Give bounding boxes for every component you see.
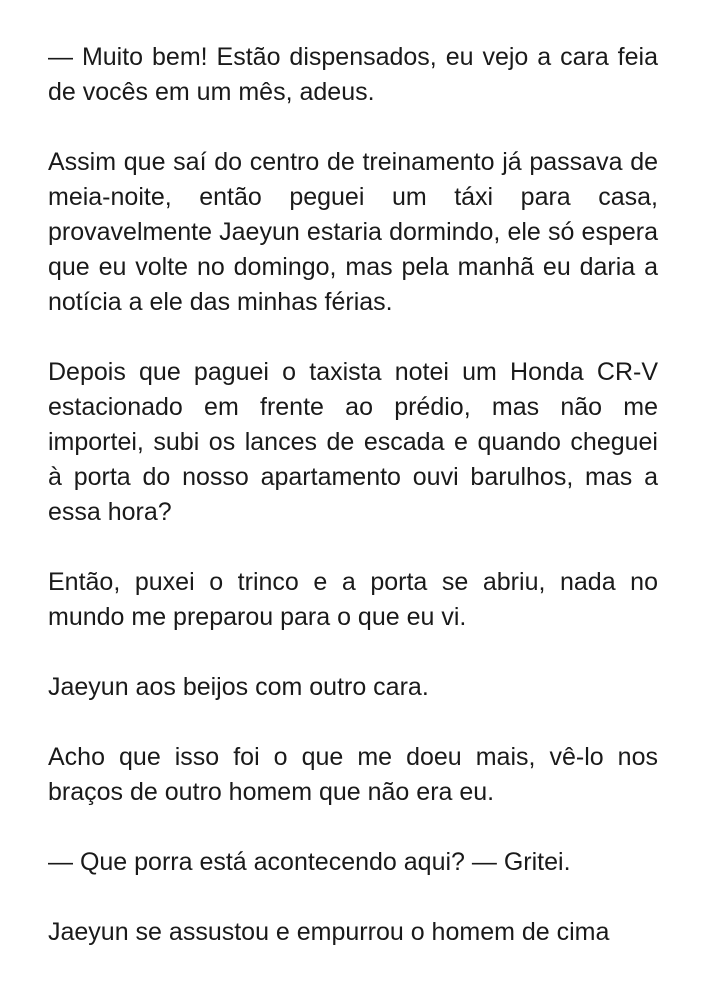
paragraph-3: Depois que paguei o taxista notei um Honda CR-V estacionado em frente ao prédio, mas não me importei, subi os lances de escada e quando cheguei à porta do nosso apartamento ouvi barulhos, mas a essa hora? (48, 358, 658, 526)
paragraph-7: — Que porra está acontecendo aqui? — Gritei. (48, 848, 571, 876)
paragraph-8: Jaeyun se assustou e empurrou o homem de cima (48, 918, 610, 946)
paragraph-1: — Muito bem! Estão dispensados, eu vejo a cara feia de vocês em um mês, adeus. (48, 43, 658, 106)
paragraph-2: Assim que saí do centro de treinamento já passava de meia-noite, então peguei um táxi para casa, provavelmente Jaeyun estaria dormindo, ele só espera que eu volte no domingo, mas pela manhã eu daria a notícia a ele das minhas férias. (48, 148, 658, 316)
paragraph-4: Então, puxei o trinco e a porta se abriu, nada no mundo me preparou para o que eu vi. (48, 568, 658, 631)
paragraph-6: Acho que isso foi o que me doeu mais, vê-lo nos braços de outro homem que não era eu. (48, 743, 658, 806)
document-page (48, 40, 658, 950)
paragraph-5: Jaeyun aos beijos com outro cara. (48, 673, 429, 701)
